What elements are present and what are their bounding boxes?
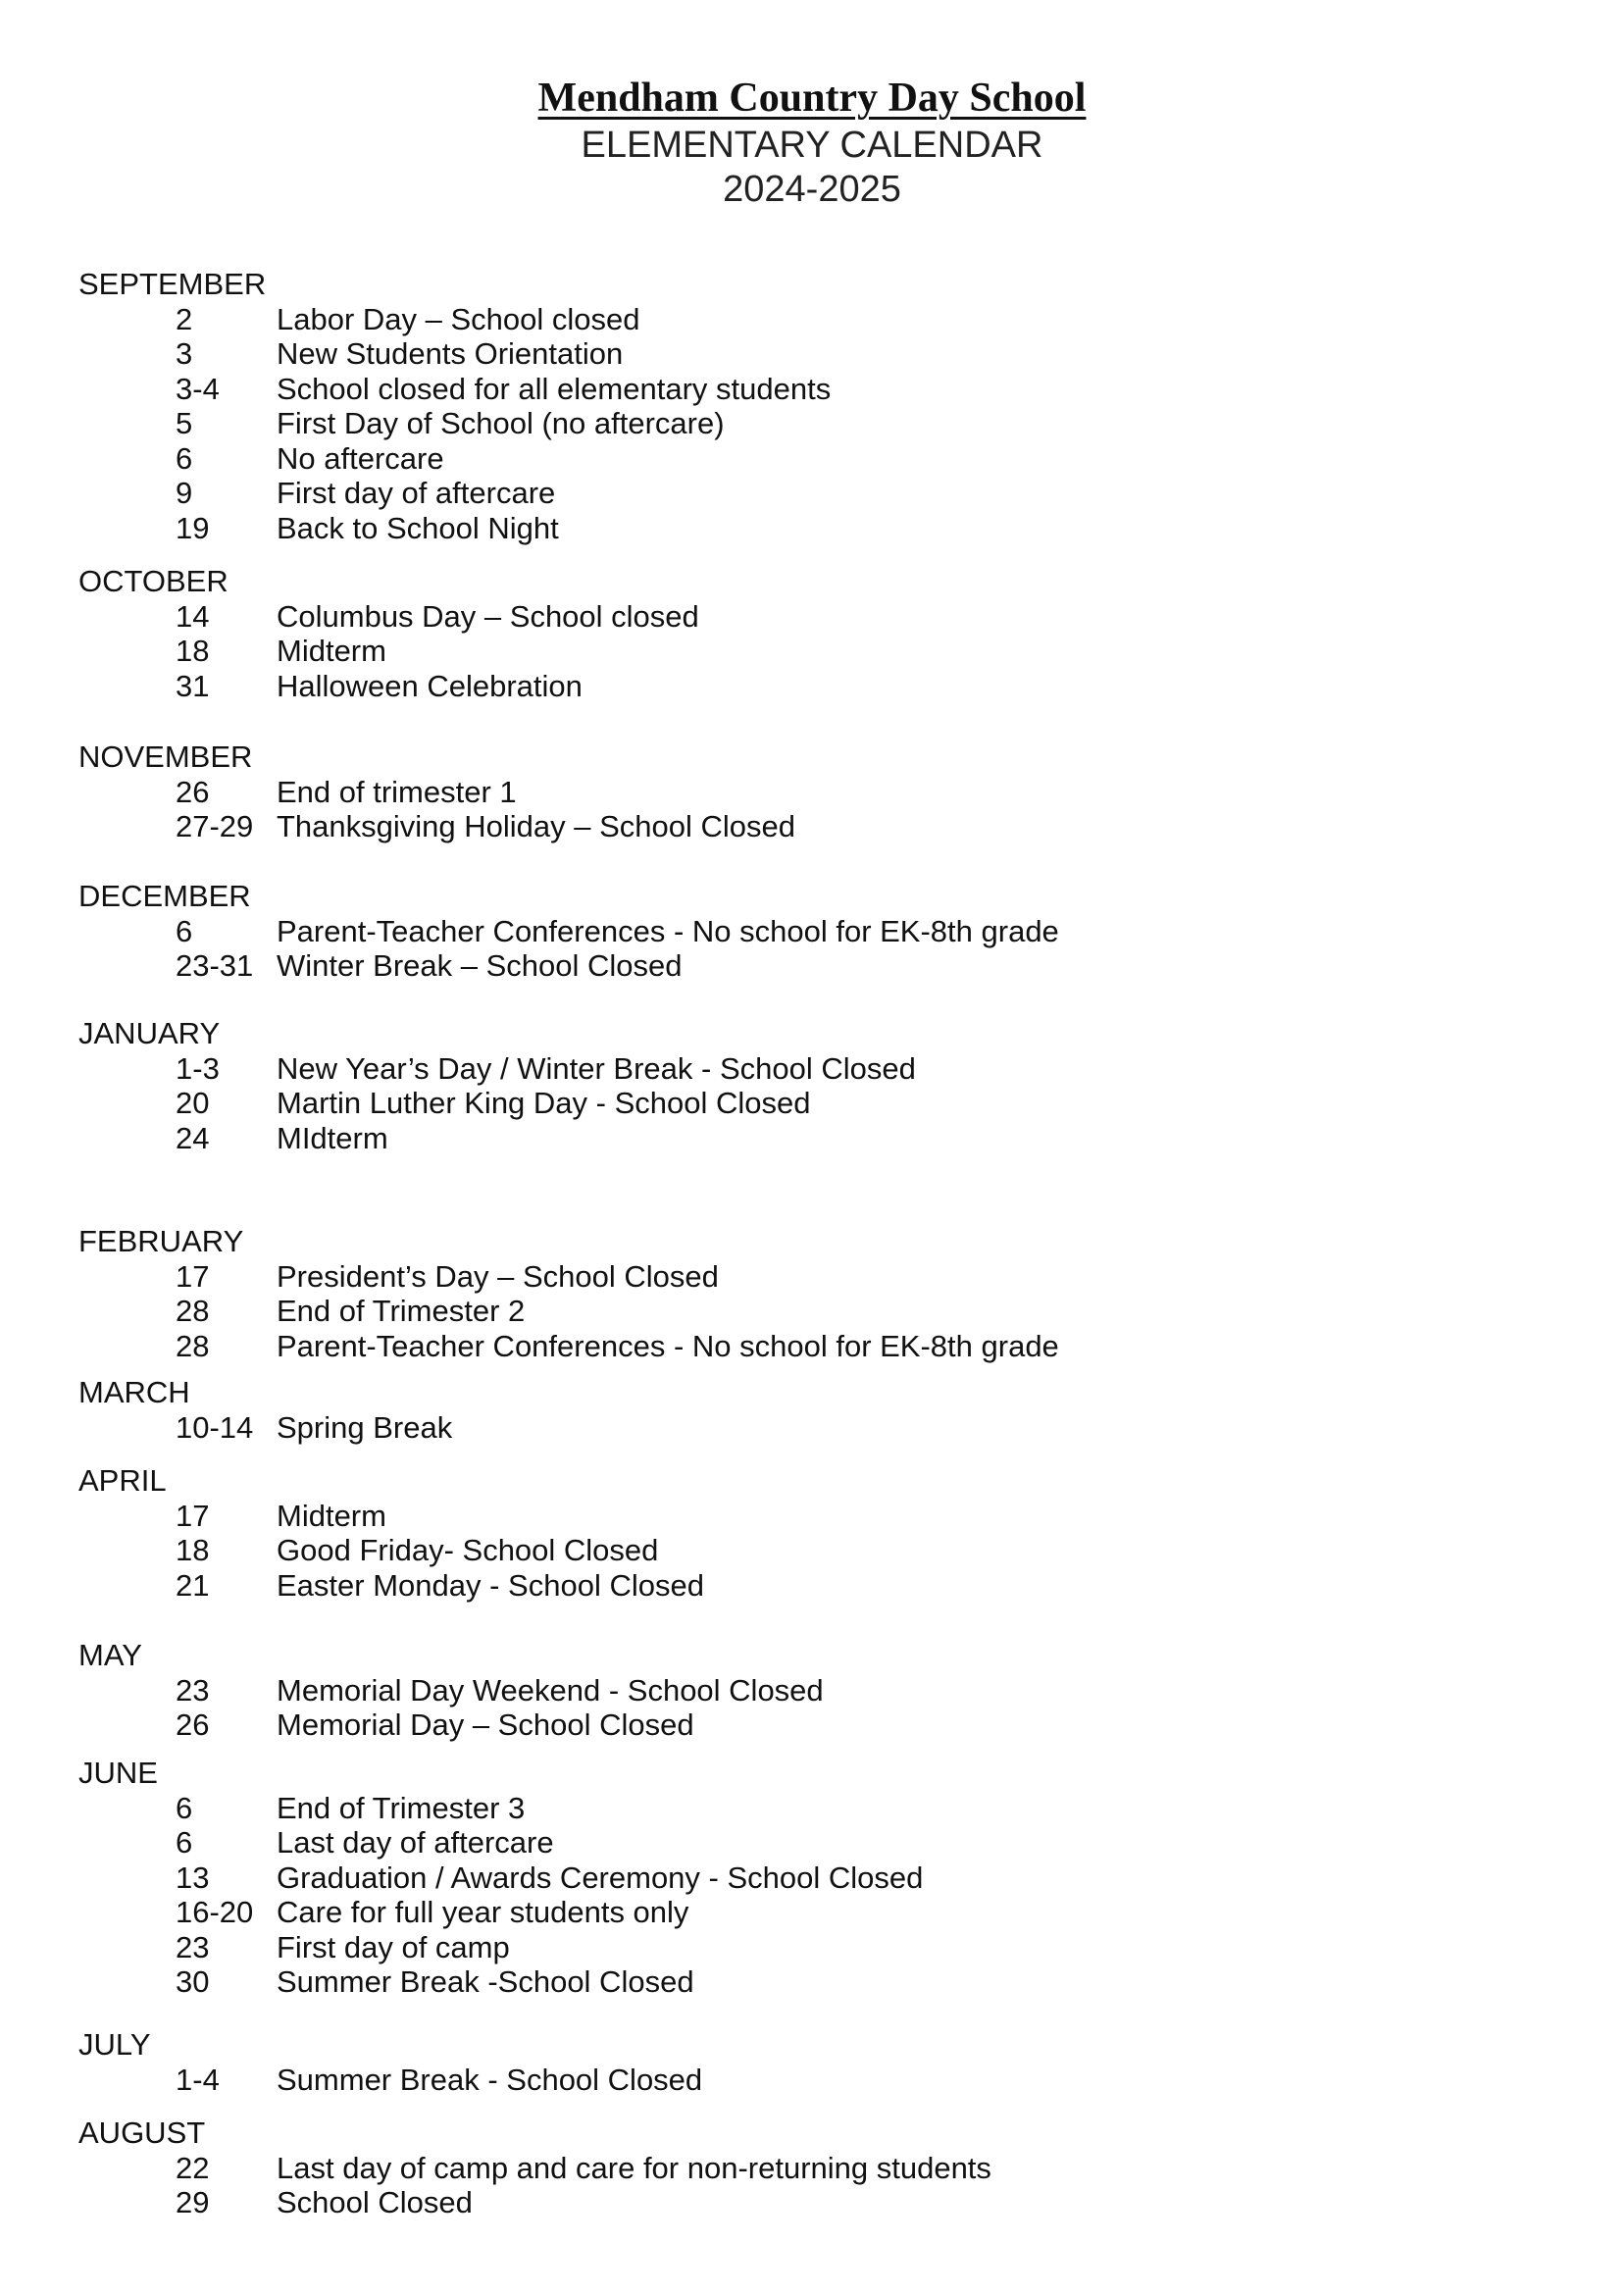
event-description: First day of camp [277, 1929, 510, 1964]
event-date: 6 [176, 913, 193, 948]
event-description: School Closed [277, 2185, 473, 2219]
event-description: Spring Break [277, 1409, 453, 1445]
event-row [0, 914, 1624, 949]
event-description: Parent-Teacher Conferences - No school for EK-8th grade [277, 1328, 1059, 1363]
event-row [0, 599, 1624, 635]
event-date: 6 [176, 1790, 193, 1825]
event-description: Martin Luther King Day - School Closed [277, 1086, 811, 1120]
event-date: 17 [176, 1498, 210, 1533]
event-row [0, 1533, 1624, 1568]
event-description: Parent-Teacher Conferences - No school for EK-8th grade [277, 913, 1059, 948]
event-date: 30 [176, 1964, 210, 1999]
event-row [0, 1499, 1624, 1534]
event-description: First day of aftercare [277, 476, 556, 510]
event-description: Labor Day – School closed [277, 301, 640, 336]
event-row [0, 775, 1624, 810]
month-heading: APRIL [78, 1463, 167, 1498]
month-heading: MAY [78, 1638, 142, 1672]
month-heading: JUNE [78, 1756, 158, 1790]
event-row [0, 669, 1624, 704]
event-row [0, 809, 1624, 844]
event-description: End of Trimester 2 [277, 1294, 526, 1328]
event-description: End of trimester 1 [277, 774, 517, 809]
event-date: 18 [176, 634, 210, 668]
event-description: Winter Break – School Closed [277, 948, 683, 983]
event-date: 23 [176, 1929, 210, 1964]
event-date: 27-29 [176, 809, 254, 843]
event-date: 1-4 [176, 2062, 220, 2097]
event-description: Columbus Day – School closed [277, 598, 699, 634]
event-row [0, 1708, 1624, 1743]
event-description: End of Trimester 3 [277, 1790, 526, 1825]
event-row [0, 1329, 1624, 1364]
month-heading: JULY [78, 2027, 151, 2062]
event-date: 26 [176, 1708, 210, 1742]
event-row [0, 2063, 1624, 2098]
school-year: 2024-2025 [723, 169, 901, 210]
event-date: 6 [176, 1825, 193, 1860]
event-description: Thanksgiving Holiday – School Closed [277, 809, 796, 843]
month-heading: DECEMBER [78, 879, 251, 913]
event-description: Summer Break - School Closed [277, 2062, 703, 2097]
event-row [0, 406, 1624, 441]
event-date: 2 [176, 301, 193, 336]
event-description: Summer Break -School Closed [277, 1964, 694, 1999]
event-date: 22 [176, 2150, 210, 2185]
event-date: 21 [176, 1567, 210, 1603]
event-description: MIdterm [277, 1120, 388, 1155]
event-row [0, 476, 1624, 511]
event-row [0, 1086, 1624, 1121]
event-date: 28 [176, 1294, 210, 1328]
event-description: Good Friday- School Closed [277, 1533, 659, 1567]
event-date: 26 [176, 774, 210, 809]
event-row [0, 1568, 1624, 1604]
event-date: 31 [176, 668, 210, 703]
event-row [0, 1930, 1624, 1965]
event-date: 6 [176, 440, 193, 476]
event-description: Back to School Night [277, 510, 559, 545]
event-row [0, 372, 1624, 407]
event-row [0, 948, 1624, 984]
month-heading: MARCH [78, 1375, 190, 1409]
event-row [0, 2185, 1624, 2220]
event-row [0, 441, 1624, 477]
event-row [0, 302, 1624, 337]
event-row [0, 1895, 1624, 1930]
event-date: 17 [176, 1258, 210, 1294]
event-description: First Day of School (no aftercare) [277, 406, 725, 440]
event-description: Graduation / Awards Ceremony - School Closed [277, 1860, 924, 1895]
event-date: 20 [176, 1086, 210, 1120]
event-row [0, 1259, 1624, 1295]
event-row [0, 1410, 1624, 1446]
event-description: Halloween Celebration [277, 668, 583, 703]
event-row [0, 1825, 1624, 1861]
event-row [0, 1051, 1624, 1087]
event-row [0, 1861, 1624, 1896]
event-description: Memorial Day Weekend - School Closed [277, 1672, 824, 1708]
month-heading: FEBRUARY [78, 1224, 244, 1258]
event-date: 23-31 [176, 948, 254, 983]
event-description: School closed for all elementary students [277, 371, 832, 406]
event-description: Midterm [277, 1498, 386, 1533]
month-heading: NOVEMBER [78, 739, 253, 774]
month-heading: JANUARY [78, 1016, 221, 1050]
event-row [0, 1791, 1624, 1826]
event-date: 13 [176, 1860, 210, 1895]
event-description: Last day of aftercare [277, 1825, 554, 1860]
event-date: 24 [176, 1120, 210, 1155]
event-date: 23 [176, 1672, 210, 1708]
event-description: Easter Monday - School Closed [277, 1567, 704, 1603]
event-date: 29 [176, 2185, 210, 2219]
event-date: 18 [176, 1533, 210, 1567]
month-heading: SEPTEMBER [78, 267, 267, 301]
event-description: New Students Orientation [277, 336, 624, 371]
event-date: 16-20 [176, 1895, 254, 1929]
event-date: 28 [176, 1328, 210, 1363]
calendar-subtitle: ELEMENTARY CALENDAR [581, 125, 1043, 166]
event-description: New Year’s Day / Winter Break - School Closed [277, 1050, 916, 1086]
event-description: No aftercare [277, 440, 444, 476]
event-row [0, 634, 1624, 669]
event-date: 5 [176, 406, 193, 440]
event-row [0, 1964, 1624, 2000]
month-heading: AUGUST [78, 2116, 206, 2150]
event-date: 14 [176, 598, 210, 634]
event-date: 10-14 [176, 1409, 254, 1445]
event-description: Memorial Day – School Closed [277, 1708, 694, 1742]
event-date: 1-3 [176, 1050, 220, 1086]
event-row [0, 336, 1624, 372]
event-date: 9 [176, 476, 193, 510]
event-description: Last day of camp and care for non-returning students [277, 2150, 991, 2185]
event-description: Care for full year students only [277, 1895, 689, 1929]
event-row [0, 1673, 1624, 1708]
event-row [0, 511, 1624, 546]
event-date: 3-4 [176, 371, 220, 406]
event-date: 19 [176, 510, 210, 545]
event-row [0, 1294, 1624, 1329]
event-row [0, 1121, 1624, 1156]
event-description: Midterm [277, 634, 386, 668]
school-name: Mendham Country Day School [537, 76, 1087, 121]
event-row [0, 2151, 1624, 2186]
event-description: President’s Day – School Closed [277, 1258, 719, 1294]
month-heading: OCTOBER [78, 564, 228, 598]
event-date: 3 [176, 336, 193, 371]
